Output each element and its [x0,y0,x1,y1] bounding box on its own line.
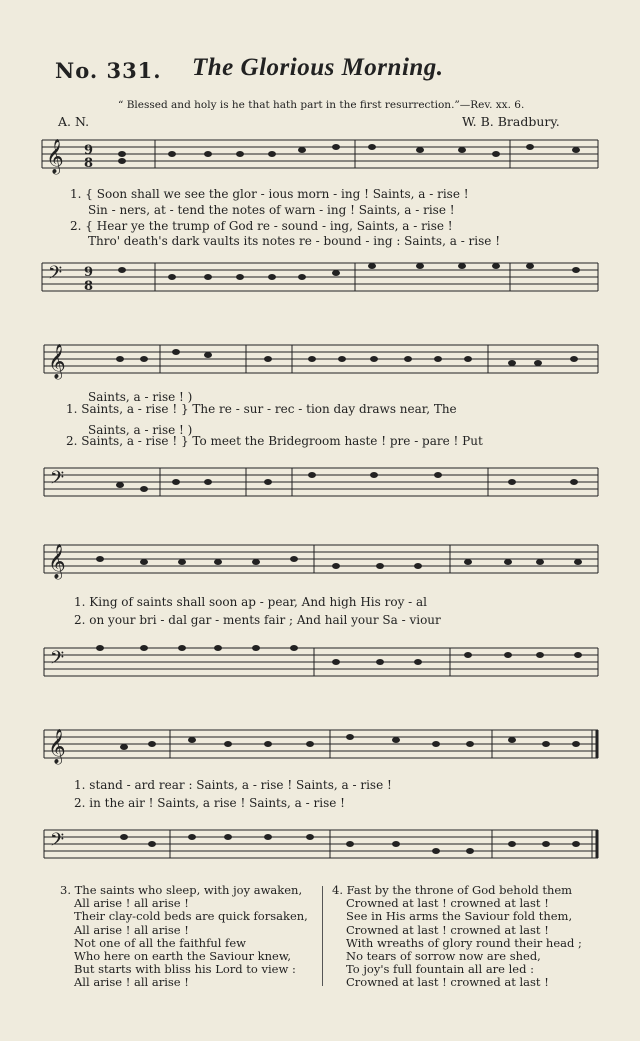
lyric-line-s2-4: 2. Saints, a - rise ! } To meet the Bridegroom haste ! pre - pare ! Put [66,434,483,448]
bass-staff-system-4 [0,822,640,872]
bass-staff-system-1 [0,255,640,305]
svg-text:9: 9 [84,265,94,280]
treble-staff-system-4 [0,720,640,780]
svg-text:𝄞: 𝄞 [48,344,66,379]
hymn-number: No. 331. [55,58,162,83]
treble-staff-system-2 [0,335,640,395]
treble-staff-system-3 [0,535,640,595]
treble-staff-system-1 [0,130,640,190]
lyric-line-s1-2: Sin - ners, at - tend the notes of warn - ing ! Saints, a - rise ! [88,203,455,217]
verse-4: 4. Fast by the throne of God behold them Crowned at last ! crowned at last ! See in His arms the Saviour fold them, Crowned at last ! crowned at last ! With wreaths of glory round their head ; No tears of sorrow now are shed, To joy's full fountain all are led : Crowned at last ! crowned at last ! [332,883,582,990]
lyric-line-s4-2: 2. in the air ! Saints, a rise ! Saints, a - rise ! [74,796,345,810]
svg-text:8: 8 [84,279,94,294]
bass-staff-system-2 [0,460,640,510]
svg-text:𝄢: 𝄢 [50,830,65,855]
lyric-line-s3-1: 1. King of saints shall soon ap - pear, And high His roy - al [74,595,428,609]
verse-3: 3. The saints who sleep, with joy awaken, All arise ! all arise ! Their clay-cold beds are quick forsaken, All arise ! all arise ! Not one of all the faithful few Who here on earth the Saviour knew, But starts with bliss his Lord to view : All arise ! all arise ! [60,883,308,990]
scripture-epigraph: “ Blessed and holy is he that hath part in the first resurrection.”—Rev. xx. 6. [118,99,525,111]
lyric-line-s2-3: Saints, a - rise ! ) [88,423,193,437]
svg-text:9: 9 [84,143,94,158]
lyric-line-s4-1: 1. stand - ard rear : Saints, a - rise ! Saints, a - rise ! [74,778,392,792]
svg-text:𝄢: 𝄢 [50,648,65,673]
verse-divider [322,886,323,986]
svg-text:𝄞: 𝄞 [48,544,66,579]
composer-credit: W. B. Bradbury. [462,114,560,129]
svg-text:𝄢: 𝄢 [48,263,63,288]
svg-text:8: 8 [84,156,94,171]
lyric-line-s1-1: 1. { Soon shall we see the glor - ious morn - ing ! Saints, a - rise ! [70,187,469,201]
lyric-line-s3-2: 2. on your bri - dal gar - ments fair ; And hail your Sa - viour [74,613,441,627]
lyric-line-s2-2: 1. Saints, a - rise ! } The re - sur - rec - tion day draws near, The [66,402,457,416]
svg-text:𝄞: 𝄞 [46,139,64,174]
svg-text:𝄞: 𝄞 [48,729,66,764]
lyric-line-s1-3: 2. { Hear ye the trump of God re - sound - ing, Saints, a - rise ! [70,219,453,233]
author-initials: A. N. [58,114,90,129]
lyric-line-s1-4: Thro' death's dark vaults its notes re - bound - ing : Saints, a - rise ! [88,234,501,248]
hymn-title: The Glorious Morning. [192,54,444,81]
svg-text:𝄢: 𝄢 [50,468,65,493]
lyric-line-s2-1: Saints, a - rise ! ) [88,390,193,404]
bass-staff-system-3 [0,640,640,690]
